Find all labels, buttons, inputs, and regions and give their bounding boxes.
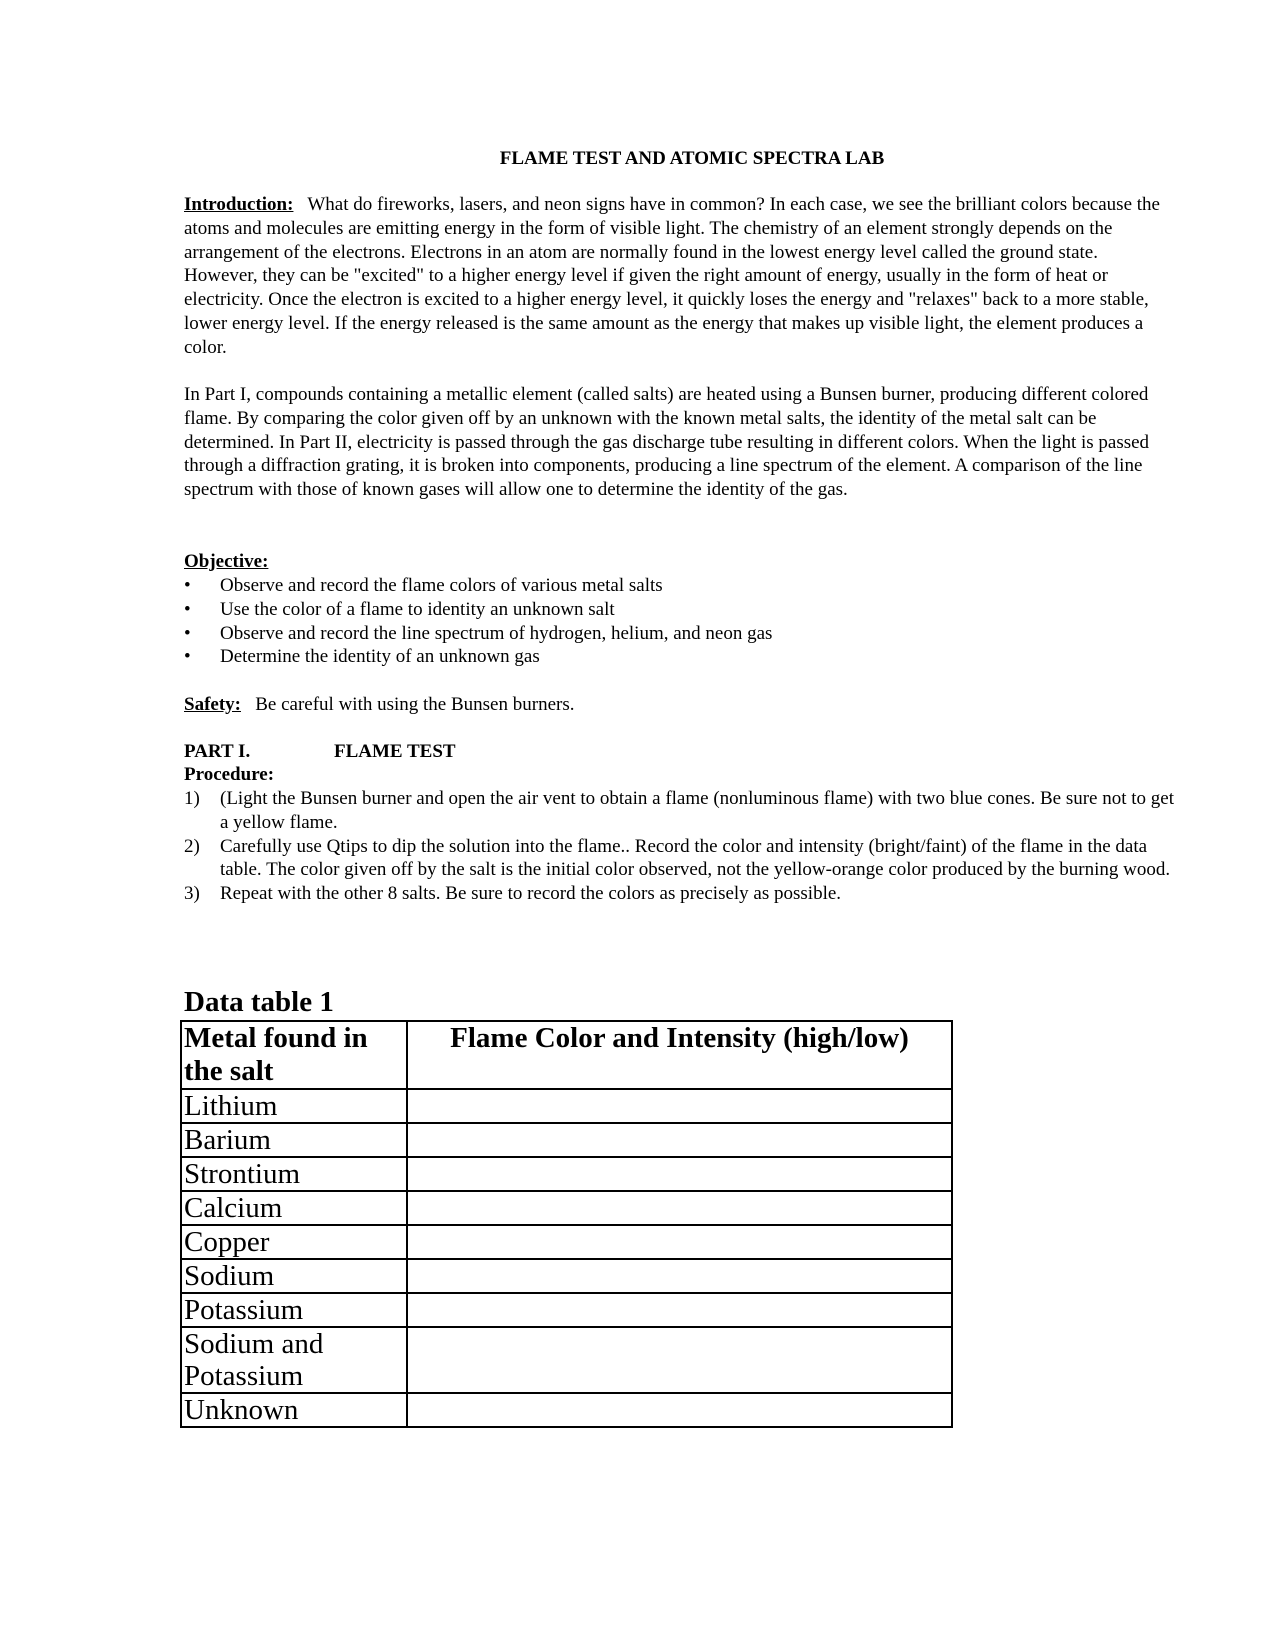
- table-row: [181, 1293, 952, 1327]
- list-item: • Use the color of a flame to identity an unknown salt: [184, 598, 615, 620]
- table-row: [181, 1191, 952, 1225]
- objective-heading: Objective:: [184, 551, 269, 572]
- flame-color-column-header: Flame Color and Intensity (high/low): [407, 1021, 952, 1089]
- safety-label: Safety:: [184, 694, 241, 715]
- result-cell[interactable]: [407, 1089, 952, 1123]
- objective-list: [184, 574, 772, 669]
- result-cell[interactable]: [407, 1191, 952, 1225]
- table-row: [181, 1225, 952, 1259]
- part-number: PART I.: [184, 741, 251, 762]
- table-row: [181, 1089, 952, 1123]
- list-item: • Observe and record the flame colors of various metal salts: [184, 575, 663, 596]
- procedure-heading: Procedure:: [184, 764, 275, 785]
- metal-column-header: Metal found in the salt: [181, 1021, 407, 1089]
- introduction-paragraph: [184, 193, 1174, 360]
- safety-text: Be careful with using the Bunsen burners.: [255, 694, 575, 715]
- metal-cell: Unknown: [181, 1393, 407, 1427]
- table-row: [181, 1123, 952, 1157]
- part-name: FLAME TEST: [334, 741, 456, 762]
- page-title: FLAME TEST AND ATOMIC SPECTRA LAB: [499, 148, 885, 169]
- result-cell[interactable]: [407, 1293, 952, 1327]
- introduction-text: What do fireworks, lasers, and neon signs have in common? In each case, we see the brilliant colors because the atoms and molecules are emitting energy in the form of visible light. The chemistry of an element strongly depends on the arrangement of the electrons. Electrons in an atom are normally found in the lowest energy level called the ground state. However, they can be "excited" to a higher energy level if given the right amount of energy, usually in the form of heat or electricity. Once the electron is excited to a higher energy level, it quickly loses the energy and "relaxes" back to a more stable, lower energy level. If the energy released is the same amount as the energy that makes up visible light, the element produces a color.: [184, 194, 1160, 358]
- metal-cell: Sodium: [181, 1259, 407, 1293]
- result-cell[interactable]: [407, 1157, 952, 1191]
- list-item: 1) (Light the Bunsen burner and open the air vent to obtain a flame (nonluminous flame) with two blue cones. Be sure not to get a yellow flame.: [184, 788, 1174, 833]
- safety-paragraph: [184, 693, 1174, 717]
- metal-cell: Calcium: [181, 1191, 407, 1225]
- parts-description-paragraph: In Part I, compounds containing a metallic element (called salts) are heated using a Bunsen burner, producing different colored flame. By comparing the color given off by an unknown with the known metal salts, the identity of the metal salt can be determined. In Part II, electricity is passed through the gas discharge tube resulting in different colors. When the light is passed through a diffraction grating, it is broken into components, producing a line spectrum of the element. A comparison of the line spectrum with those of known gases will allow one to determine the identity of the gas.: [184, 384, 1150, 501]
- list-item: • Determine the identity of an unknown gas: [184, 646, 540, 668]
- data-table: [180, 1020, 953, 1428]
- result-cell[interactable]: [407, 1123, 952, 1157]
- result-cell[interactable]: [407, 1327, 952, 1393]
- procedure-list: [184, 787, 1174, 906]
- metal-cell: Potassium: [181, 1293, 407, 1327]
- part-heading: [184, 741, 456, 763]
- data-table-title: Data table 1: [184, 986, 334, 1018]
- bullet: •: [184, 598, 191, 620]
- table-header-row: [181, 1021, 952, 1089]
- metal-cell: Barium: [181, 1123, 407, 1157]
- table-row: [181, 1157, 952, 1191]
- table-row: [181, 1327, 952, 1393]
- bullet: •: [184, 646, 191, 668]
- list-item: 2) Carefully use Qtips to dip the solution into the flame.. Record the color and intensity (bright/faint) of the flame in the data table. The color given off by the salt is the initial color observed, not the yellow-orange color produced by the burning wood.: [184, 835, 1171, 881]
- result-cell[interactable]: [407, 1393, 952, 1427]
- bullet: •: [184, 575, 191, 596]
- metal-cell: Sodium and Potassium: [181, 1327, 407, 1393]
- metal-cell: Copper: [181, 1225, 407, 1259]
- result-cell[interactable]: [407, 1259, 952, 1293]
- introduction-label: Introduction:: [184, 194, 294, 215]
- result-cell[interactable]: [407, 1225, 952, 1259]
- list-item: 3) Repeat with the other 8 salts. Be sure to record the colors as precisely as possible.: [184, 883, 842, 905]
- list-item: • Observe and record the line spectrum of hydrogen, helium, and neon gas: [184, 622, 773, 644]
- metal-cell: Lithium: [181, 1089, 407, 1123]
- metal-cell: Strontium: [181, 1157, 407, 1191]
- bullet: •: [184, 622, 191, 644]
- table-row: [181, 1259, 952, 1293]
- table-row: [181, 1393, 952, 1427]
